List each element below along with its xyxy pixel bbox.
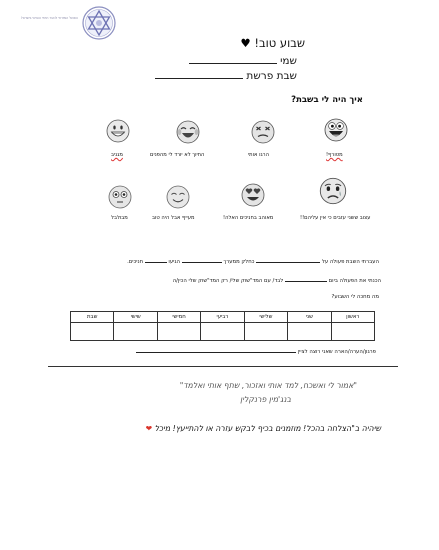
- star-of-david-logo-icon: [82, 6, 116, 40]
- free-text-label: פרגון/הערה/הארה שאני רוצה לציין: [297, 349, 376, 355]
- week-ahead-question: מה מחכה לי השבוע?: [331, 294, 379, 300]
- greeting: [240, 36, 305, 50]
- day-header-sunday: ראשון: [331, 312, 374, 323]
- day-cell-tuesday[interactable]: [244, 323, 287, 341]
- emoji-label-in-love: מאוהב בחניכים האלה!: [223, 215, 274, 221]
- sad-tear-emoji-icon: [318, 176, 348, 206]
- day-cell-shabbat[interactable]: [71, 323, 114, 341]
- emoji-label-tired-but-good: מעייף אבל היה טוב: [152, 215, 195, 221]
- emoji-label-sad-they-left: עצוב ששני עזבים כי אין עליהם!!: [300, 215, 371, 221]
- prep-day-label: הכנתי את הפעולה ביום: [328, 278, 381, 284]
- day-cell-monday[interactable]: [288, 323, 331, 341]
- day-header-friday: שישי: [114, 312, 157, 323]
- flushed-face-emoji-icon: [107, 184, 133, 210]
- big-grin-emoji-icon: [105, 118, 131, 144]
- prep-with-options: לבד/ עם המד"שוק שלי/ רק המד"שוק שלי הכין/ה: [172, 278, 284, 284]
- activity-line-1: [127, 256, 379, 265]
- table-row: [71, 312, 375, 323]
- day-header-thursday: חמישי: [157, 312, 200, 323]
- grinning-tongue-emoji-icon: [323, 117, 349, 143]
- how-was-shabbat-question: איך היה לי בשבת?: [291, 95, 363, 105]
- activity-series-label: כחלק ממערך: [223, 259, 255, 265]
- day-header-wednesday: רביעי: [201, 312, 244, 323]
- activity-topic-blank[interactable]: [256, 256, 320, 263]
- parasha-blank[interactable]: [155, 68, 243, 79]
- emoji-label-cool: מגניב: [111, 152, 123, 158]
- closing-line: [146, 424, 381, 433]
- parasha-line: [155, 68, 297, 82]
- emoji-label-killed-me: הרגו אותי: [248, 152, 269, 158]
- activity-topic-label: העברתי השבת פעולה על: [321, 259, 379, 265]
- day-cell-sunday[interactable]: [331, 323, 374, 341]
- table-row: [71, 323, 375, 341]
- dizzy-face-emoji-icon: [250, 119, 276, 145]
- closing-text: שיהיה ב"הצלחה בהכל! מוזמנים בכיף לבקש עזרה או להתייעץ! מיכל: [154, 424, 381, 433]
- day-cell-thursday[interactable]: [157, 323, 200, 341]
- day-header-shabbat: שבת: [71, 312, 114, 323]
- activity-line-2: [173, 275, 381, 284]
- emoji-label-cant-stop-smiling: החיוך לא יורד לי מהפנים: [150, 152, 205, 158]
- free-text-line: [136, 346, 376, 355]
- day-header-monday: שני: [288, 312, 331, 323]
- tired-smile-emoji-icon: [165, 184, 191, 210]
- activity-kids-label: חניכים.: [127, 259, 144, 265]
- arrived-count-blank[interactable]: [145, 256, 167, 263]
- week-schedule-table: [70, 311, 375, 341]
- heart-eyes-emoji-icon: [240, 182, 266, 208]
- activity-series-blank[interactable]: [182, 256, 222, 263]
- quote-text: "אמור לי ואשכח, למד אותי ואזכור, שתף אותי ואלמד": [179, 381, 357, 390]
- emoji-label-confused: מבולבל: [111, 215, 128, 221]
- emoji-label-amazing: מטורף!: [326, 152, 343, 158]
- name-label: שמי: [280, 55, 297, 67]
- divider: [48, 366, 398, 367]
- logo-text: הפועל המזרחי לנוער הדתי והציוני בישראל: [20, 16, 78, 20]
- day-cell-wednesday[interactable]: [201, 323, 244, 341]
- quote-author: בנג'מין פרנקלין: [240, 395, 291, 404]
- name-line: [189, 53, 297, 67]
- parasha-label: שבת פרשת: [246, 70, 297, 82]
- free-text-blank[interactable]: [136, 346, 296, 353]
- name-blank[interactable]: [189, 53, 277, 64]
- day-header-tuesday: שלישי: [244, 312, 287, 323]
- greeting-text: שבוע טוב!: [254, 36, 305, 50]
- heart-icon: ♥: [240, 36, 251, 50]
- day-cell-friday[interactable]: [114, 323, 157, 341]
- activity-arrived-label: הגיעו: [168, 259, 181, 265]
- red-heart-icon: ❤: [145, 424, 153, 433]
- prep-day-blank[interactable]: [285, 275, 327, 282]
- tears-of-joy-emoji-icon: [175, 119, 201, 145]
